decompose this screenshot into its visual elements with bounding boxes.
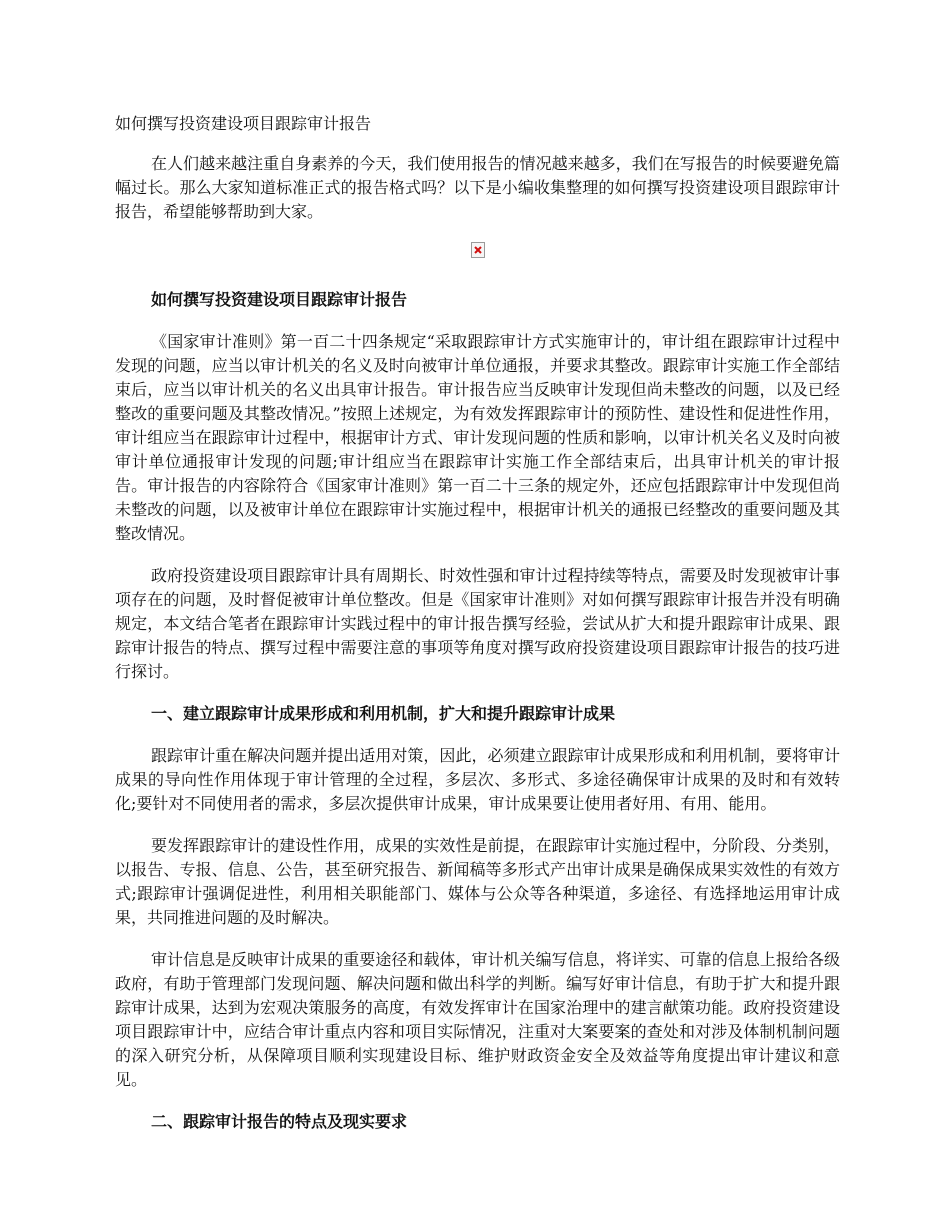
body-paragraph-5: 审计信息是反映审计成果的重要途径和载体，审计机关编写信息，将详实、可靠的信息上报给各级政府，有助于管理部门发现问题、解决问题和做出科学的判断。编写好审计信息，有助于扩大和提升跟踪审计成果，达到为宏观决策服务的高度，有效发挥审计在国家治理中的建言献策功能。政府投资建设项目跟踪审计中，应结合审计重点内容和项目实际情况，注重对大案要案的查处和对涉及体制机制问题的深入研究分析，从保障项目顺利实现建设目标、维护财政资金安全及效益等角度提出审计建议和意见。 [115,950,840,1089]
body-paragraph-3: 跟踪审计重在解决问题并提出适用对策，因此，必须建立跟踪审计成果形成和利用机制，要将审计成果的导向性作用体现于审计管理的全过程，多层次、多形式、多途径确保审计成果的及时和有效转化;要针对不同使用者的需求，多层次提供审计成果，审计成果要让使用者好用、有用、能用。 [115,746,840,813]
section-heading-2: 二、跟踪审计报告的特点及现实要求 [151,1112,408,1131]
red-x-icon [474,246,482,254]
body-paragraph-4: 要发挥跟踪审计的建设性作用，成果的实效性是前提，在跟踪审计实施过程中，分阶段、分类别，以报告、专报、信息、公告，甚至研究报告、新闻稿等多形式产出审计成果是确保成果实效性的有效方式;跟踪审计强调促进性，利用相关职能部门、媒体与公众等各种渠道，多途径、有选择地运用审计成果，共同推进问题的及时解决。 [115,836,840,927]
body-paragraph-1: 《国家审计准则》第一百二十四条规定“采取跟踪审计方式实施审计的，审计组在跟踪审计过程中发现的问题，应当以审计机关的名义及时向被审计单位通报，并要求其整改。跟踪审计实施工作全部结束后，应当以审计机关的名义出具审计报告。审计报告应当反映审计发现但尚未整改的问题，以及已经整改的重要问题及其整改情况。”按照上述规定，为有效发挥跟踪审计的预防性、建设性和促进性作用，审计组应当在跟踪审计过程中，根据审计方式、审计发现问题的性质和影响，以审计机关名义及时向被审计单位通报审计发现的问题;审计组应当在跟踪审计实施工作全部结束后，出具审计机关的审计报告。审计报告的内容除符合《国家审计准则》第一百二十三条的规定外，还应包括跟踪审计中发现但尚未整改的问题，以及被审计单位在跟踪审计实施过程中，根据审计机关的通报已经整改的重要问题及其整改情况。 [115,332,840,543]
document-title: 如何撰写投资建设项目跟踪审计报告 [115,114,372,133]
section-title: 如何撰写投资建设项目跟踪审计报告 [151,290,408,309]
body-paragraph-2: 政府投资建设项目跟踪审计具有周期长、时效性强和审计过程持续等特点，需要及时发现被审计事项存在的问题，及时督促被审计单位整改。但是《国家审计准则》对如何撰写跟踪审计报告并没有明确规定，本文结合笔者在跟踪审计实践过程中的审计报告撰写经验，尝试从扩大和提升跟踪审计成果、跟踪审计报告的特点、撰写过程中需要注意的事项等角度对撰写政府投资建设项目跟踪审计报告的技巧进行探讨。 [115,566,840,681]
document-page [115,112,840,1152]
broken-image-icon [471,242,485,258]
intro-paragraph: 在人们越来越注重自身素养的今天，我们使用报告的情况越来越多，我们在写报告的时候要避免篇幅过长。那么大家知道标准正式的报告格式吗？以下是小编收集整理的如何撰写投资建设项目跟踪审计报告，希望能够帮助到大家。 [115,154,840,221]
image-container [115,242,840,258]
section-heading-1: 一、建立跟踪审计成果形成和利用机制，扩大和提升跟踪审计成果 [151,704,616,723]
